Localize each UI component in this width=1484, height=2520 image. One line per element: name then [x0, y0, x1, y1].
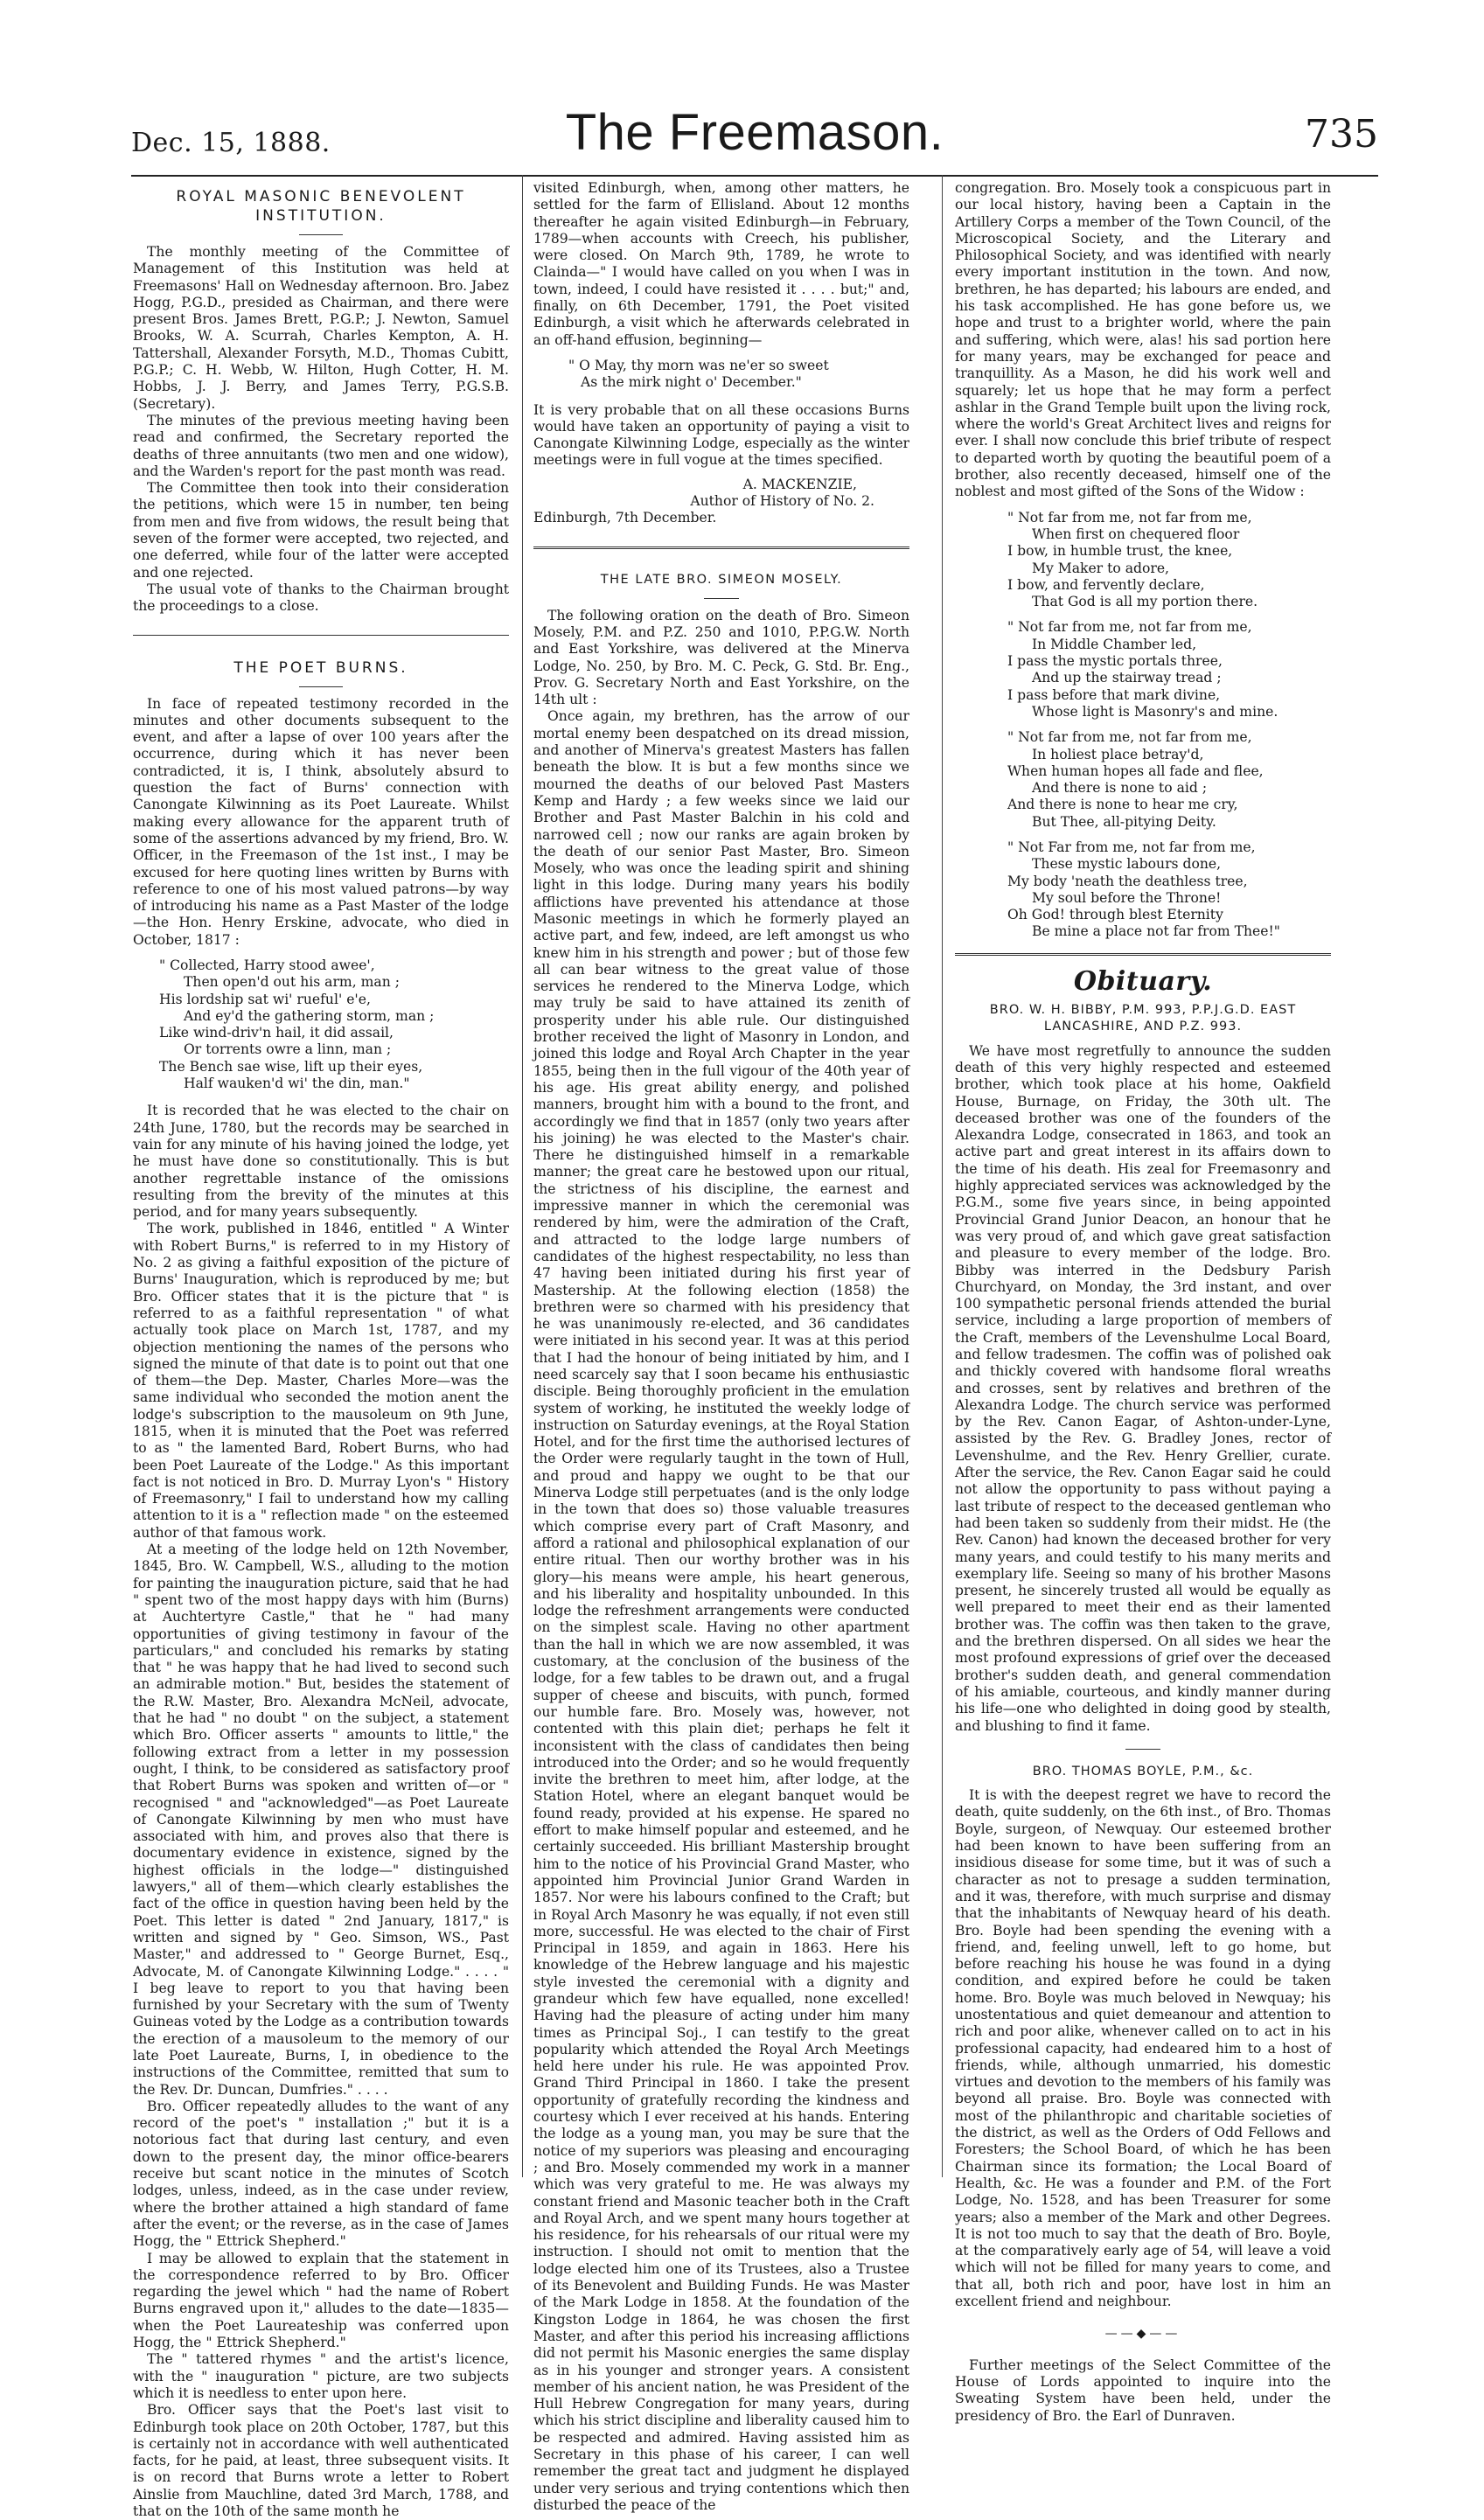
verse-line: " O May, thy morn was ne'er so sweet: [568, 357, 829, 373]
burns-poem: [159, 957, 509, 1092]
poem-line: " Not Far from me, not far from me,: [1007, 839, 1256, 855]
column-divider: [942, 175, 943, 2177]
paragraph: It is recorded that he was elected to the chair on 24th June, 1780, but the records may be searched in vain for any minute of his having joined the lodge, yet he must have done so constitutionally. This is but another regrettable instance of the omissions resulting from the brevity of the minutes at this period, and for many years subsequently.: [133, 1103, 509, 1221]
paragraph: The minutes of the previous meeting having been read and confirmed, the Secretary reported the deaths of three annuitants (two men and one widow), and the Warden's report for the past month was read.: [133, 412, 509, 479]
column-divider: [522, 175, 523, 2177]
page-number: 735: [1305, 112, 1378, 157]
issue-date: Dec. 15, 1888.: [131, 128, 331, 158]
ornament-divider: ——◆——: [1104, 2327, 1181, 2342]
poem-line: When first on chequered floor: [1032, 526, 1240, 542]
paragraph: visited Edinburgh, when, among other matters, he settled for the farm of Ellisland. About 12 months thereafter he again visited Edinburgh—in February, 1789—when accounts with Creech, his publisher, were closed. On March 9th, 1789, he wrote to Clainda—" I would have called on you when I was in town, indeed, I could have resisted it . . . . but;" and, finally, on 6th December, 1791, the Poet visited Edinburgh, a visit which he afterwards celebrated in an off-hand effusion, beginning—: [533, 180, 909, 348]
poem-line: " Collected, Harry stood awee',: [159, 957, 375, 973]
paragraph: The usual vote of thanks to the Chairman brought the proceedings to a close.: [133, 581, 509, 615]
poem-line: My Maker to adore,: [1032, 560, 1170, 576]
paragraph: Once again, my brethren, has the arrow of our mortal enemy been despatched on its dread mission, and another of Minerva's greatest Masters has fallen beneath the blow. It is but a few months since we mourned the deaths of our beloved Past Masters Kemp and Hardy ; a few weeks since we laid our Brother and Past Master Balchin in his cold and narrowed cell ; now our ranks are again broken by the death of our senior Past Master, Bro. Simeon Mosely, who was once the leading spirit and shining light in this lodge. During many years his bodily afflictions have prevented his attendance at those Masonic meetings in which he formerly played an active part, and few, indeed, are left amongst us who knew him in his strength and power ; but of those few all can bear witness to the great value of those services he rendered to the Minerva Lodge, which may truly be said to have attained its zenith of prosperity under his able rule. Our distinguished brother received the light of Masonry in London, and joined this lodge and Royal Arch Chapter in the year 1855, being then in the full vigour of the 40th year of his age. His great ability energy, and polished manners, brought him with a bound to the front, and accordingly we find that in 1857 (only two years after his joining) he was elected to the Master's chair. There he distinguished himself in a remarkable manner; the great care he bestowed upon our ritual, the strictness of his discipline, the earnest and impressive manner in which the ceremonial was rendered by him, were the admiration of the Craft, and attracted to the lodge large numbers of candidates of the highest respectability, no less than 47 having been initiated during his first year of Mastership. At the following election (1858) the brethren were so charmed with his presidency that he was unanimously re-elected, and 36 candidates were initiated in his second year. It was at this period that I had the honour of being initiated by him, and I need scarcely say that I soon became his enthusiastic disciple. Being thoroughly proficient in the emulation system of working, he instituted the weekly lodge of instruction on Saturday evenings, at the Royal Station Hotel, and for the first time the authorised lectures of the Order were regularly taught in the town of Hull, and proud and happy we ought to be that our Minerva Lodge still perpetuates (and is the only lodge in the town that does so) those valuable treasures which comprise every part of Craft Masonry, and afford a rational and philosophical explanation of our entire ritual. Then our worthy brother was in his glory—his means were ample, his heart generous, and his liberality and hospitality unbounded. In this lodge the refreshment arrangements were conducted on the simplest scale. Having no other apartment than the hall in which we are now assembled, it was customary, at the conclusion of the business of the lodge, for a few tables to be drawn out, and a frugal supper of cheese and biscuits, with punch, formed our humble fare. Bro. Mosely was, however, not contented with this plain diet; perhaps he felt it inconsistent with the class of candidates then being introduced into the Order; and so he would frequently invite the brethren to meet him, after lodge, at the Station Hotel, where an elegant banquet would be found ready, provided at his expense. He spared no effort to make himself popular and esteemed, and he certainly succeeded. His brilliant Mastership brought him to the notice of his Provincial Grand Master, who appointed him Provincial Junior Grand Warden in 1857. Nor were his labours confined to the Craft; but in Royal Arch Masonry he was equally, if not even still more, successful. He was elected to the chair of First Principal in 1859, and again in 1863. Here his knowledge of the Hebrew language and his majestic style invested the ceremonial with a dignity and grandeur which few have equalled, none excelled! Having had the pleasure of acting under him many times as Principal Soj., I can testify to the great popularity which attended the Royal Arch Meetings held here under his rule. He was appointed Prov. Grand Third Principal in 1860. I take the present opportunity of gratefully recording the kindness and courtesy which I ever received at his hands. Entering the lodge as a young man, you may be sure that the notice of my superiors was pleasing and encouraging ; and Bro. Mosely commended my work in a manner which was very grateful to me. He was always my constant friend and Masonic teacher both in the Craft and Royal Arch, and we spent many hours together at his residence, for his rehearsals of our ritual were my instruction. I should not omit to mention that the lodge elected him one of its Trustees, also a Trustee of its Benevolent and Building Funds. He was Master of the Mark Lodge in 1858. At the foundation of the Kingston Lodge in 1864, he was chosen the first Master, and after this period his increasing afflictions did not permit his Masonic energies the same display as in his younger and stronger years. A consistent member of his ancient nation, he was President of the Hull Hebrew Congregation for many years, during which his strict discipline and liberality caused him to be respected and admired. Having assisted him as Secretary in this phase of his career, I can well remember the great tact and judgment he displayed under very serious and trying contentions which then disturbed the peace of the: [533, 708, 909, 2513]
poem-line: These mystic labours done,: [1032, 856, 1222, 873]
poem-line: Half wauken'd wi' the din, man.": [184, 1076, 410, 1092]
poem-line: Be mine a place not far from Thee!": [1032, 923, 1280, 940]
poem-line: The Bench sae wise, lift up their eyes,: [159, 1058, 423, 1075]
paragraph: I may be allowed to explain that the statement in the correspondence referred to by Bro. Officer regarding the jewel which " had the name of Robert Burns engraved upon it," alludes to the date—1835—when the Poet Laureateship was conferred upon Hogg, the " Ettrick Shepherd.": [133, 2250, 509, 2351]
poem-stanza: [1007, 729, 1331, 831]
poem-line: I pass before that mark divine,: [1007, 686, 1221, 703]
poem-line: But Thee, all-pitying Deity.: [1032, 813, 1216, 830]
masthead: [131, 103, 1378, 173]
poem-line: My soul before the Throne!: [1032, 889, 1222, 906]
poem-line: In Middle Chamber led,: [1032, 636, 1197, 652]
section-rule: [533, 546, 909, 549]
paragraph: Further meetings of the Select Committee of the House of Lords appointed to inquire into the Sweating System have been held, under the presidency of Bro. the Earl of Dunraven.: [955, 2356, 1331, 2424]
paragraph: Bro. Officer says that the Poet's last visit to Edinburgh took place on 20th October, 1787, but this is certainly not in accordance with well authenticated facts, for he paid, at least, three subsequent visits. It is on record that Burns wrote a letter to Robert Ainslie from Mauchline, dated 3rd March, 1788, and that on the 10th of the same month he: [133, 2402, 509, 2519]
poem-line: Whose light is Masonry's and mine.: [1032, 703, 1278, 720]
article-heading-mosely: THE LATE BRO. SIMEON MOSELY.: [600, 572, 843, 587]
paragraph: Bro. Officer repeatedly alludes to the want of any record of the poet's " installation ;" but it is a notorious fact that during last century, and even down to the present day, the minor office-bearers receive but scant notice in the minutes of Scotch lodges, unless, indeed, as in the case under review, where the brother attained a high standard of fame after the event; or the reverse, as in the case of James Hogg, the " Ettrick Shepherd.": [133, 2098, 509, 2250]
paragraph: The Committee then took into their consideration the petitions, which were 15 in number, ten being from men and five from widows, the result being that seven of the former were accepted, two rejected, and one deferred, while four of the latter were accepted and one rejected.: [133, 480, 509, 581]
poem-line: His lordship sat wi' rueful' e'e,: [159, 991, 371, 1007]
poem-line: " Not far from me, not far from me,: [1007, 509, 1252, 526]
section-divider: [1125, 1749, 1160, 1750]
column-2: [533, 180, 909, 2514]
paragraph: In face of repeated testimony recorded in the minutes and other documents subsequent to the event, and after a lapse of over 100 years after the occurrence, during which it has never been contradicted, it is, I think, absolutely absurd to question the fact of Burns' connection with Canongate Kilwinning as its Poet Laureate. Whilst making every allowance for the apparent truth of some of the assertions advanced by my friend, Bro. W. Officer, in the Freemason of the 1st inst., I may be excused for here quoting lines written by Burns with reference to one of his most valued patrons—by way of introducing his name as a Past Master of the lodge—the Hon. Henry Erskine, advocate, who died in October, 1817 :: [133, 695, 509, 948]
column-3: [955, 180, 1331, 2425]
paragraph: congregation. Bro. Mosely took a conspicuous part in our local history, having been a Captain in the Artillery Corps a member of the Town Council, of the Microscopical Society, and the Literary and Philosophical Society, and was identified with nearly every important institution in the town. And now, brethren, he has departed; his labours are ended, and his task accomplished. He has gone before us, we hope and trust to a brighter world, where the pain and suffering, which were, alas! his sad portion here for many years, may be exchanged for peace and tranquillity. As a Mason, he did his work well and squarely; let us hope that he may form a perfect ashlar in the Grand Temple built upon the living rock, where the world's Great Architect lives and reigns for ever. I shall now conclude this brief tribute of respect to departed worth by quoting the beautiful poem of a brother, also recently deceased, himself one of the noblest and most gifted of the Sons of the Widow :: [955, 180, 1331, 500]
poem-line: That God is all my portion there.: [1032, 594, 1258, 610]
heading-divider: [704, 598, 739, 599]
poem-line: And there is none to aid ;: [1032, 780, 1208, 797]
section-rule: [955, 953, 1331, 956]
poem-line: In holiest place betray'd,: [1032, 746, 1204, 762]
poem-line: Or torrents owre a linn, man ;: [184, 1041, 392, 1058]
quoted-verse: [568, 358, 909, 392]
poem-line: Like wind-driv'n hail, it did assail,: [159, 1025, 394, 1041]
paragraph: The work, published in 1846, entitled " A Winter with Robert Burns," is referred to in my History of No. 2 as giving a faithful exposition of the picture of Burns' Inauguration, which is reproduced by me; but Bro. Officer states that it is the picture that " is referred to as a faithful representation " of what actually took place on March 1st, 1787, and my objection mentioning the names of the persons who signed the minute of that date is to point out that one of them—the Dep. Master, Charles More—was the same individual who seconded the motion anent the lodge's subscription to the mausoleum on 9th June, 1815, when it is minuted that the Poet was referred to as " the lamented Bard, Robert Burns, who had been Poet Laureate of the Lodge." As this important fact is not noticed in Bro. D. Murray Lyon's " History of Freemasonry," I fail to understand how my calling attention to it is a " reflection made " on the esteemed author of that famous work.: [133, 1221, 509, 1541]
poem-line: " Not far from me, not far from me,: [1007, 619, 1252, 636]
verse-line: As the mirk night o' December.": [581, 374, 802, 391]
paragraph: It is very probable that on all these occasions Burns would have taken an opportunity of paying a visit to Canongate Kilwinning Lodge, especially as the winter meetings were in full vogue at the times specified.: [533, 401, 909, 469]
poem-line: I bow, in humble trust, the knee,: [1007, 543, 1233, 560]
signature-place: Edinburgh, 7th December.: [533, 510, 717, 526]
poem-line: Oh God! through blest Eternity: [1007, 907, 1223, 923]
paragraph: The monthly meeting of the Committee of Management of this Institution was held at Freemasons' Hall on Wednesday afternoon. Bro. Jabez Hogg, P.G.D., presided as Chairman, and there were present Bros. James Brett, P.G.P.; J. Newton, Samuel Brooks, W. A. Scurrah, Charles Kempton, A. H. Tattershall, Alexander Forsyth, M.D., Thomas Cubitt, P.G.P.; C. H. Webb, W. Hilton, Hugh Cotter, H. M. Hobbs, J. J. Berry, and James Terry, P.G.S.B. (Secretary).: [133, 244, 509, 412]
poem-line: " Not far from me, not far from me,: [1007, 729, 1252, 746]
article-heading-burns: THE POET BURNS.: [233, 658, 408, 677]
masthead-rule: [131, 175, 1378, 177]
paragraph: We have most regretfully to announce the sudden death of this very highly respected and esteemed brother, which took place at his home, Oakfield House, Burnage, on Friday, the 30th ult. The deceased brother was one of the founders of the Alexandra Lodge, consecrated in 1863, and took an active part and great interest in its affairs down to the time of his death. His zeal for Freemasonry and highly appreciated services was acknowledged by the P.G.M., some five years since, in being appointed Provincial Grand Junior Deacon, an honour that he was very proud of, and which gave great satisfaction and pleasure to every member of the lodge. Bro. Bibby was interred in the Dedsbury Parish Churchyard, on Monday, the 3rd instant, and over 100 sympathetic personal friends attended the burial service, including a large proportion of members of the Craft, members of the Levenshulme Local Board, and fellow tradesmen. The coffin was of polished oak and thickly covered with handsome floral wreaths and crosses, sent by relatives and brethren of the Alexandra Lodge. The church service was performed by the Rev. Canon Eagar, of Ashton-under-Lyne, assisted by the Rev. G. Bradley Jones, rector of Levenshulme, and the Rev. Henry Grellier, curate. After the service, the Rev. Canon Eagar said he could not allow the opportunity to pass without paying a last tribute of respect to the deceased gentleman who had been taken so suddenly from their midst. He (the Rev. Canon) had known the deceased brother for very many years, and could testify to his many merits and exemplary life. Seeing so many of his brother Masons present, he sincerely trusted all would be equally as well prepared to meet their end as their lamented brother was. The coffin was then taken to the grave, and the brethren dispersed. On all sides we hear the most profound expressions of grief over the deceased brother's sudden death, and general commendation of his amiable, courteous, and kindly manner during his life—one who delighted in doing good by stealth, and blushing to find it fame.: [955, 1042, 1331, 1734]
heading-divider: [299, 234, 343, 235]
poem-stanza: [1007, 619, 1331, 720]
obituary-subheading-bibby: BRO. W. H. BIBBY, P.M. 993, P.P.J.G.D. EAST LANCASHIRE, AND P.Z. 993.: [989, 1003, 1297, 1034]
article-heading-benevolent: ROYAL MASONIC BENEVOLENT INSTITUTION.: [176, 188, 466, 225]
poem-line: When human hopes all fade and flee,: [1007, 762, 1264, 779]
obituary-heading: Obituary.: [1073, 965, 1213, 997]
poem-line: I bow, and fervently declare,: [1007, 576, 1205, 593]
poem-line: And ey'd the gathering storm, man ;: [184, 1007, 435, 1024]
heading-divider: [299, 686, 343, 687]
paragraph: At a meeting of the lodge held on 12th November, 1845, Bro. W. Campbell, W.S., alluding to the motion for painting the inauguration picture, said that he had " spent two of the most happy days with him (Burns) at Auchtertyre Castle," that he " had many opportunities of giving testimony in favour of the particulars," and concluded his remarks by stating that " he was happy that he had lived to second such an admirable motion." But, besides the statement of the R.W. Master, Bro. Alexandra McNeil, advocate, that he had " no doubt " on the subject, a statement which Bro. Officer asserts " amounts to little," the following extract from a letter in my possession ought, I think, to be considered as satisfactory proof that Robert Burns was spoken and written of—or " recognised " and "acknowledged"—as Poet Laureate of Canongate Kilwinning by men who must have associated with him, and proves also that there is documentary evidence in existence, signed by the highest officials in the lodge—" distinguished lawyers," all of them—which clearly establishes the fact of the office in question having been held by the Poet. This letter is dated " 2nd January, 1817," is written and signed by " Geo. Simson, WS., Past Master," and addressed to " George Burnet, Esq., Advocate, M. of Canongate Kilwinning Lodge." . . . . " I beg leave to report to you that having been furnished by your Secretary with the sum of Twenty Guineas voted by the Lodge as a contribution towards the erection of a mausoleum to the memory of our late Poet Laureate, Burns, I, in obedience to the instructions of the Committee, remitted that sum to the Rev. Dr. Duncan, Dumfries." . . . .: [133, 1542, 509, 2098]
newspaper-title: The Freemason.: [565, 104, 944, 161]
poem-stanza: [1007, 510, 1331, 611]
poem-line: I pass the mystic portals three,: [1007, 653, 1223, 670]
obituary-subheading-boyle: BRO. THOMAS BOYLE, P.M., &c.: [1032, 1764, 1254, 1779]
poem-line: Then open'd out his arm, man ;: [184, 974, 400, 991]
section-rule: [133, 635, 509, 636]
paragraph: It is with the deepest regret we have to record the death, quite suddenly, on the 6th inst., of Bro. Thomas Boyle, surgeon, of Newquay. Our esteemed brother had been known to have been suffering from an insidious disease for some time, but it was of such a character as not to presage a sudden termination, and it was, therefore, with much surprise and dismay that the inhabitants of Newquay heard of his death. Bro. Boyle had been spending the evening with a friend, and, feeling unwell, left to go home, but before reaching his house he was found in a dying condition, and expired before he could be taken home. Bro. Boyle was much beloved in Newquay; his unostentatious and quiet demeanour and attention to rich and poor alike, whenever called on to act in his professional capacity, had endeared him to a host of friends, while, although unmarried, his domestic virtues and devotion to the members of his family was beyond all praise. Bro. Boyle was connected with most of the philanthropic and charitable societies of the district, as well as the Orders of Odd Fellows and Foresters; the School Board, of which he has been Chairman since its formation; the Local Board of Health, &c. He was a founder and P.M. of the Fort Lodge, No. 1528, and has been Treasurer for some years; also a member of the Mark and other Degrees. It is not too much to say that the death of Bro. Boyle, at the comparatively early age of 54, will leave a void which will not be filled for many years to come, and that all, both rich and poor, have lost in him an excellent friend and neighbour.: [955, 1787, 1331, 2310]
poem-line: And up the stairway tread ;: [1032, 670, 1222, 686]
poem-line: My body 'neath the deathless tree,: [1007, 873, 1248, 889]
column-1: [133, 180, 509, 2520]
paragraph: The " tattered rhymes " and the artist's licence, with the " inauguration " picture, are two subjects which it is needless to enter upon here.: [133, 2351, 509, 2401]
poem-line: And there is none to hear me cry,: [1007, 797, 1238, 813]
signature-name: A. MACKENZIE,: [742, 476, 857, 492]
poem-stanza: [1007, 839, 1331, 941]
signature-title: Author of History of No. 2.: [690, 493, 874, 510]
paragraph: The following oration on the death of Bro. Simeon Mosely, P.M. and P.Z. 250 and 1010, P.P.G.W. North and East Yorkshire, was delivered at the Minerva Lodge, No. 250, by Bro. M. C. Peck, G. Std. Br. Eng., Prov. G. Secretary North and East Yorkshire, on the 14th ult :: [533, 607, 909, 708]
